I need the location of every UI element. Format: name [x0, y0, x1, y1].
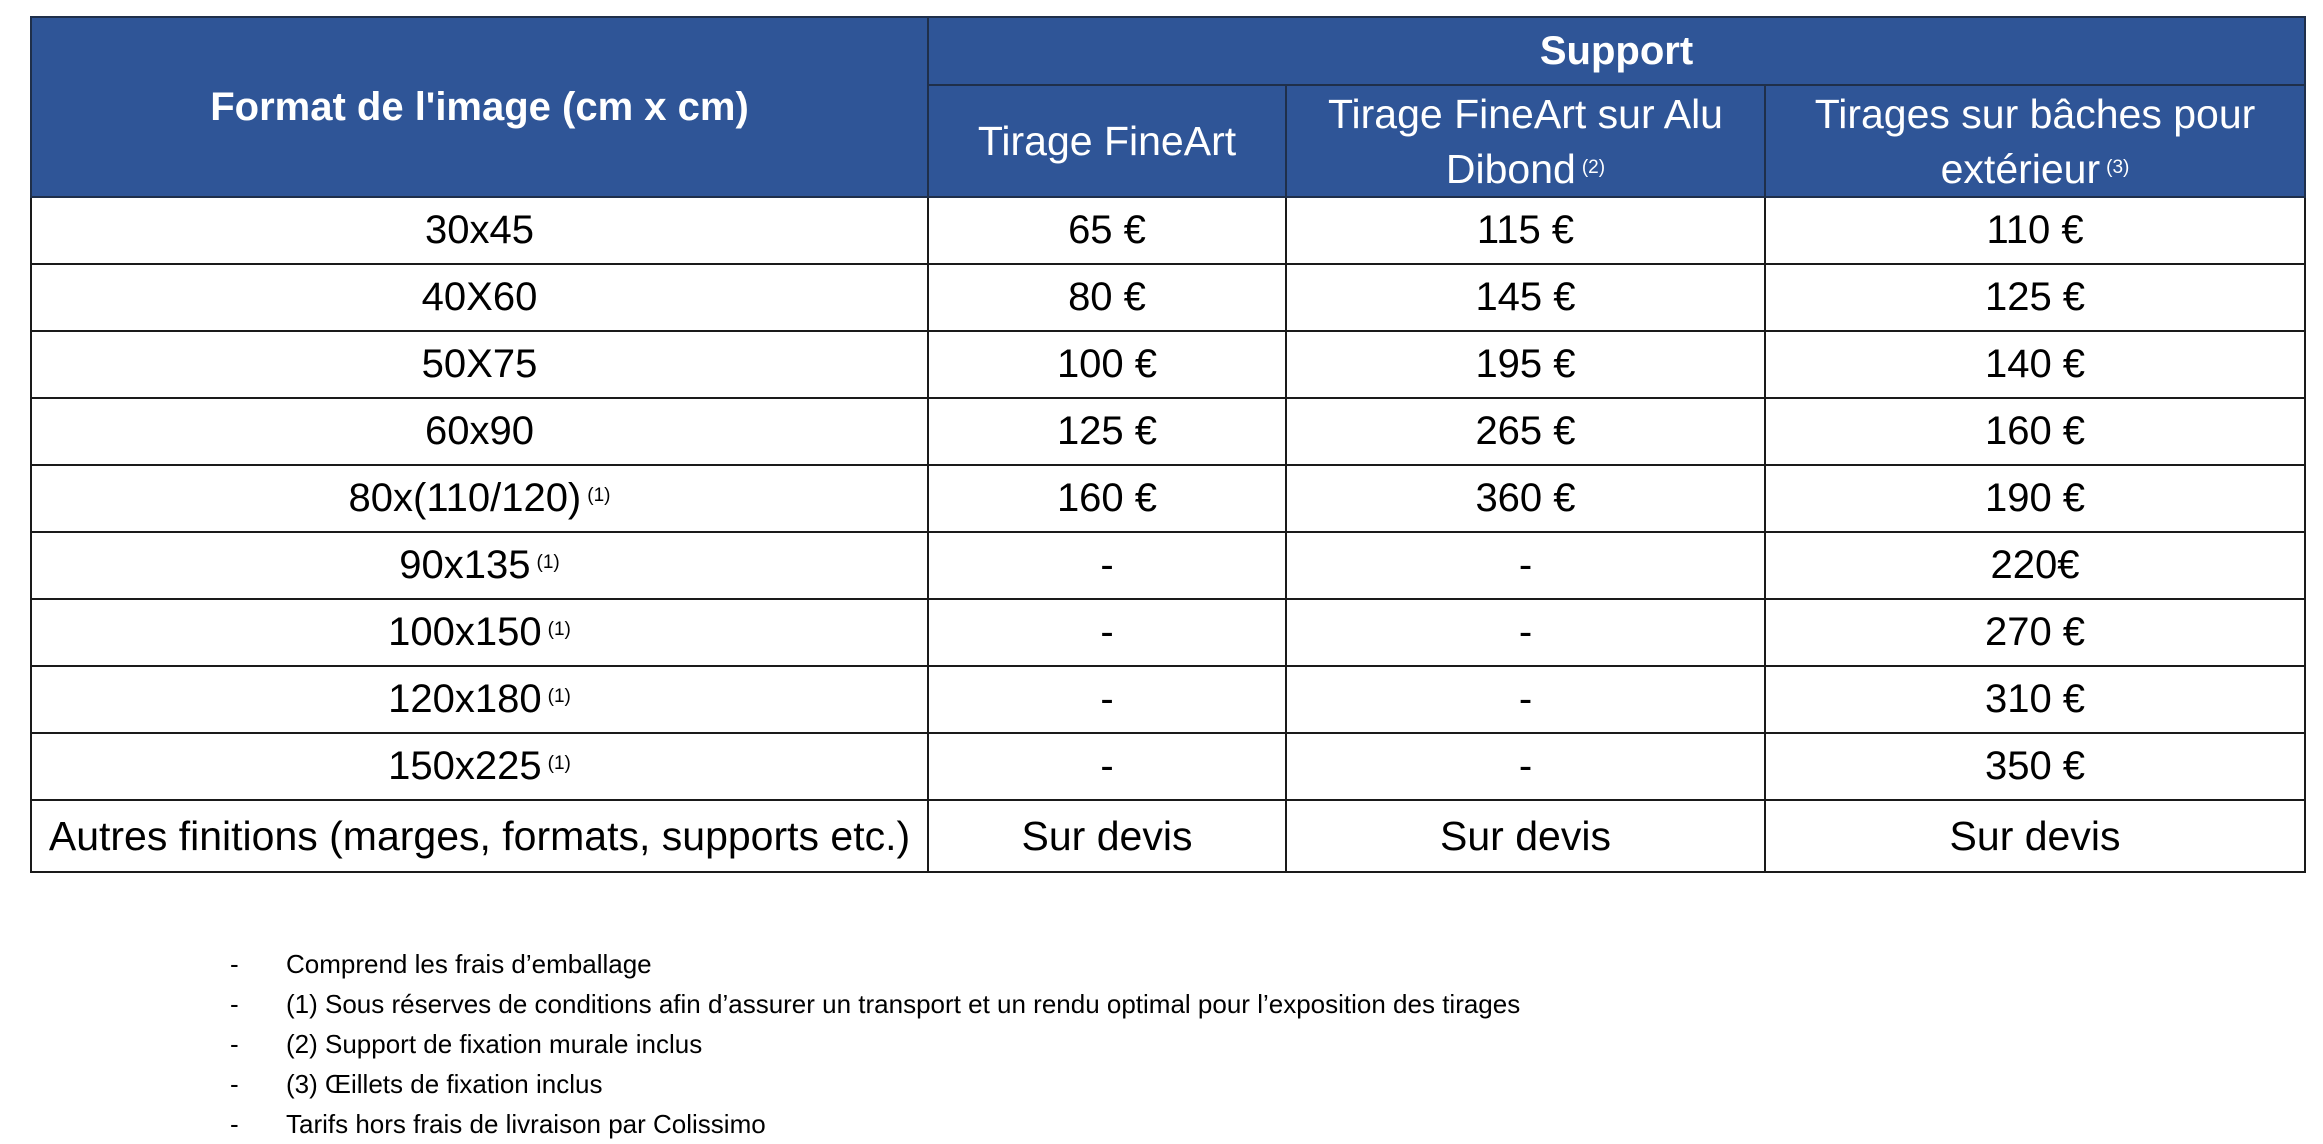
- alu-price-cell: 145 €: [1286, 264, 1765, 331]
- footnote-item: - (2) Support de fixation murale inclus: [230, 1024, 1520, 1064]
- fineart-price-cell: Sur devis: [928, 800, 1286, 872]
- bache-price-cell: 310 €: [1765, 666, 2305, 733]
- alu-price-cell: -: [1286, 599, 1765, 666]
- format-cell: 150x225 $^{(1)}$: [31, 733, 928, 800]
- footnote-item: - (3) Œillets de fixation inclus: [230, 1064, 1520, 1104]
- footnote-marker: (1): [587, 485, 611, 506]
- support-group-header: Support: [928, 17, 2305, 85]
- footnote-marker: (1): [547, 753, 571, 774]
- footnote-item: - (1) Sous réserves de conditions afin d’assurer un transport et un rendu optimal pour l’exposition des tirages: [230, 984, 1520, 1024]
- footnotes-list: [230, 944, 1520, 1144]
- bache-price-cell: 220€: [1765, 532, 2305, 599]
- price-table: [30, 16, 2306, 873]
- table-row: [31, 398, 2305, 465]
- fineart-price-cell: -: [928, 599, 1286, 666]
- fineart-column-header: Tirage FineArt: [928, 85, 1286, 197]
- alu-price-cell: 115 €: [1286, 197, 1765, 264]
- fineart-price-cell: -: [928, 532, 1286, 599]
- bache-price-cell: 350 €: [1765, 733, 2305, 800]
- bullet-dash: -: [230, 989, 239, 1019]
- bache-column-header: Tirages sur bâches pour extérieur $^{(3)}$: [1765, 85, 2305, 197]
- table-row: [31, 264, 2305, 331]
- format-cell: 40X60: [31, 264, 928, 331]
- footnote-marker: (1): [547, 686, 571, 707]
- footnote-marker: (2): [1581, 156, 1606, 178]
- format-cell: 30x45: [31, 197, 928, 264]
- table-row: [31, 197, 2305, 264]
- table-row: [31, 465, 2305, 532]
- table-row: [31, 599, 2305, 666]
- format-cell: 60x90: [31, 398, 928, 465]
- alu-price-cell: 195 €: [1286, 331, 1765, 398]
- alu-dibond-column-header: Tirage FineArt sur Alu Dibond $^{(2)}$: [1286, 85, 1765, 197]
- alu-price-cell: 265 €: [1286, 398, 1765, 465]
- alu-price-cell: -: [1286, 733, 1765, 800]
- table-header: [31, 17, 2305, 197]
- format-cell: 80x(110/120) $^{(1)}$: [31, 465, 928, 532]
- alu-price-cell: -: [1286, 532, 1765, 599]
- footnote-marker: (1): [536, 552, 560, 573]
- format-cell: 100x150 $^{(1)}$: [31, 599, 928, 666]
- fineart-price-cell: 65 €: [928, 197, 1286, 264]
- table-row: [31, 331, 2305, 398]
- format-cell: 50X75: [31, 331, 928, 398]
- format-cell: Autres finitions (marges, formats, supports etc.): [31, 800, 928, 872]
- footnote-marker: (3): [2106, 156, 2130, 178]
- bache-price-cell: 160 €: [1765, 398, 2305, 465]
- bache-price-cell: 125 €: [1765, 264, 2305, 331]
- bache-price-cell: 270 €: [1765, 599, 2305, 666]
- alu-price-cell: -: [1286, 666, 1765, 733]
- bache-price-cell: Sur devis: [1765, 800, 2305, 872]
- table-row: [31, 532, 2305, 599]
- table-row: [31, 733, 2305, 800]
- format-column-header: Format de l'image (cm x cm): [31, 17, 928, 197]
- footnote-item: - Comprend les frais d’emballage: [230, 944, 1520, 984]
- footnote-marker: (1): [547, 619, 571, 640]
- alu-price-cell: Sur devis: [1286, 800, 1765, 872]
- fineart-price-cell: 125 €: [928, 398, 1286, 465]
- bache-price-cell: 110 €: [1765, 197, 2305, 264]
- format-cell: 120x180 $^{(1)}$: [31, 666, 928, 733]
- table-body: [31, 197, 2305, 872]
- format-cell: 90x135 $^{(1)}$: [31, 532, 928, 599]
- footnote-item: - Tarifs hors frais de livraison par Colissimo: [230, 1104, 1520, 1144]
- fineart-price-cell: 160 €: [928, 465, 1286, 532]
- table-row-other-finishes: [31, 800, 2305, 872]
- fineart-price-cell: -: [928, 733, 1286, 800]
- fineart-price-cell: 80 €: [928, 264, 1286, 331]
- fineart-price-cell: -: [928, 666, 1286, 733]
- bache-price-cell: 190 €: [1765, 465, 2305, 532]
- table-row: [31, 666, 2305, 733]
- bullet-dash: -: [230, 949, 239, 979]
- bullet-dash: -: [230, 1069, 239, 1099]
- bache-price-cell: 140 €: [1765, 331, 2305, 398]
- fineart-price-cell: 100 €: [928, 331, 1286, 398]
- bullet-dash: -: [230, 1029, 239, 1059]
- bullet-dash: -: [230, 1109, 239, 1139]
- alu-price-cell: 360 €: [1286, 465, 1765, 532]
